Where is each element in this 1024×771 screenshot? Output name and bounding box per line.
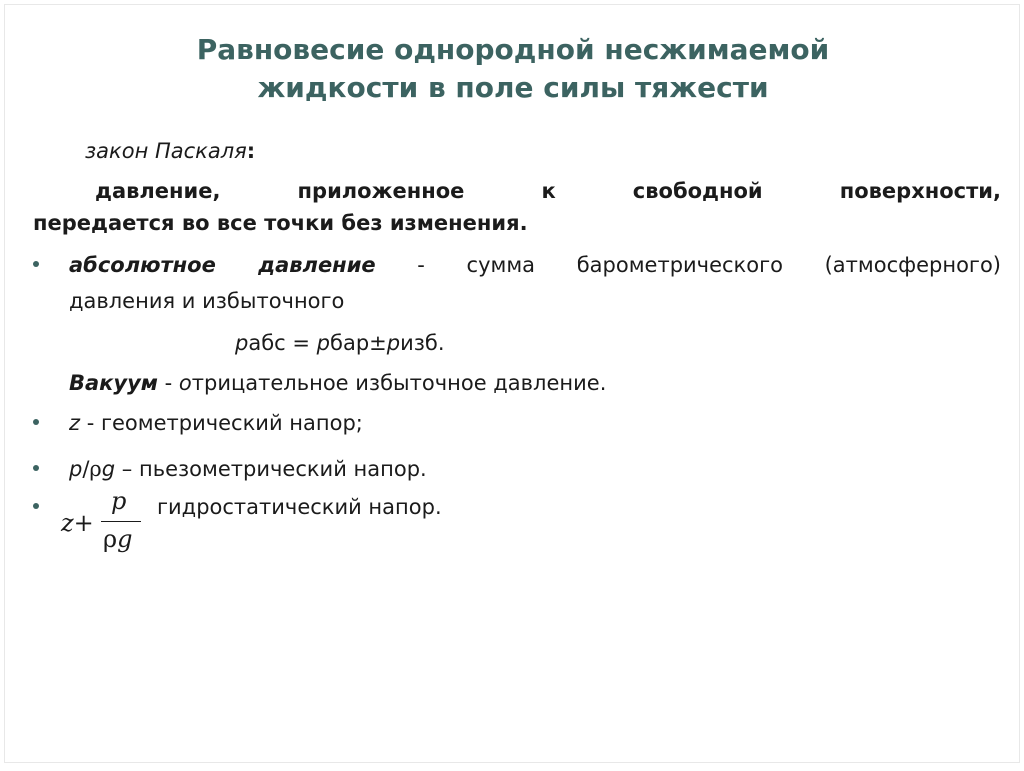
frac-denominator	[103, 525, 132, 553]
vacuum-term: Вакуум	[69, 371, 158, 395]
hydrostatic-head-text: гидростатический напор.	[157, 495, 442, 519]
frac-plus: +	[73, 509, 94, 537]
title-line-2: жидкости в поле силы тяжести	[257, 71, 769, 104]
formula-bar: бар	[330, 331, 370, 355]
formula-plus-minus: ±	[369, 331, 387, 355]
piezo-slash: /	[82, 457, 90, 481]
abs-pressure-formula	[235, 329, 445, 357]
pascal-law-label	[85, 137, 255, 165]
abs-pressure-text: - сумма барометрического (атмосферного)	[375, 253, 1001, 277]
geometric-head-text: - геометрический напор;	[80, 411, 363, 435]
piezo-p-symbol: p	[69, 457, 83, 481]
vacuum-line	[69, 369, 606, 397]
geometric-head-line	[69, 409, 363, 437]
bullet-marker	[33, 503, 43, 513]
piezometric-head-line	[69, 455, 427, 483]
formula-p-2: p	[316, 331, 330, 355]
frac-den-g: g	[117, 525, 133, 553]
piezo-rho-symbol: ρ	[89, 457, 102, 481]
vacuum-o: о	[178, 371, 192, 395]
pascal-law-text: закон Паскаля	[85, 139, 247, 163]
abs-pressure-line-2: давления и избыточного	[69, 289, 345, 313]
bullet-marker	[33, 465, 43, 475]
bullet-marker	[33, 419, 43, 429]
formula-p-3: p	[386, 331, 401, 355]
abs-pressure-line-1	[69, 251, 1001, 279]
slide	[4, 4, 1020, 763]
bullet-marker	[33, 261, 43, 271]
formula-p-1: p	[235, 331, 249, 355]
formula-abs: абс =	[248, 331, 317, 355]
frac-den-rho: ρ	[103, 525, 118, 553]
vacuum-text: трицательное избыточное давление.	[191, 371, 607, 395]
abs-pressure-term: абсолютное давление	[69, 253, 376, 277]
pascal-statement-line-2: передается во все точки без изменения.	[33, 211, 528, 235]
frac-z-plus	[61, 509, 94, 537]
slide-title	[5, 31, 1021, 107]
formula-izb: изб.	[400, 331, 445, 355]
pascal-statement-line-1: давление, приложенное к свободной поверхности,	[95, 179, 1001, 203]
title-line-1: Равновесие однородной несжимаемой	[196, 33, 830, 66]
geometric-head-symbol: z	[69, 411, 81, 435]
vacuum-dash: -	[157, 371, 179, 395]
piezo-text: – пьезометрический напор.	[115, 457, 427, 481]
pascal-colon: :	[246, 139, 256, 163]
frac-z: z	[61, 509, 74, 537]
piezo-g-symbol: g	[101, 457, 116, 481]
hydrostatic-head-formula	[61, 487, 151, 571]
frac-numerator: p	[111, 487, 127, 515]
fraction-line	[101, 521, 141, 522]
